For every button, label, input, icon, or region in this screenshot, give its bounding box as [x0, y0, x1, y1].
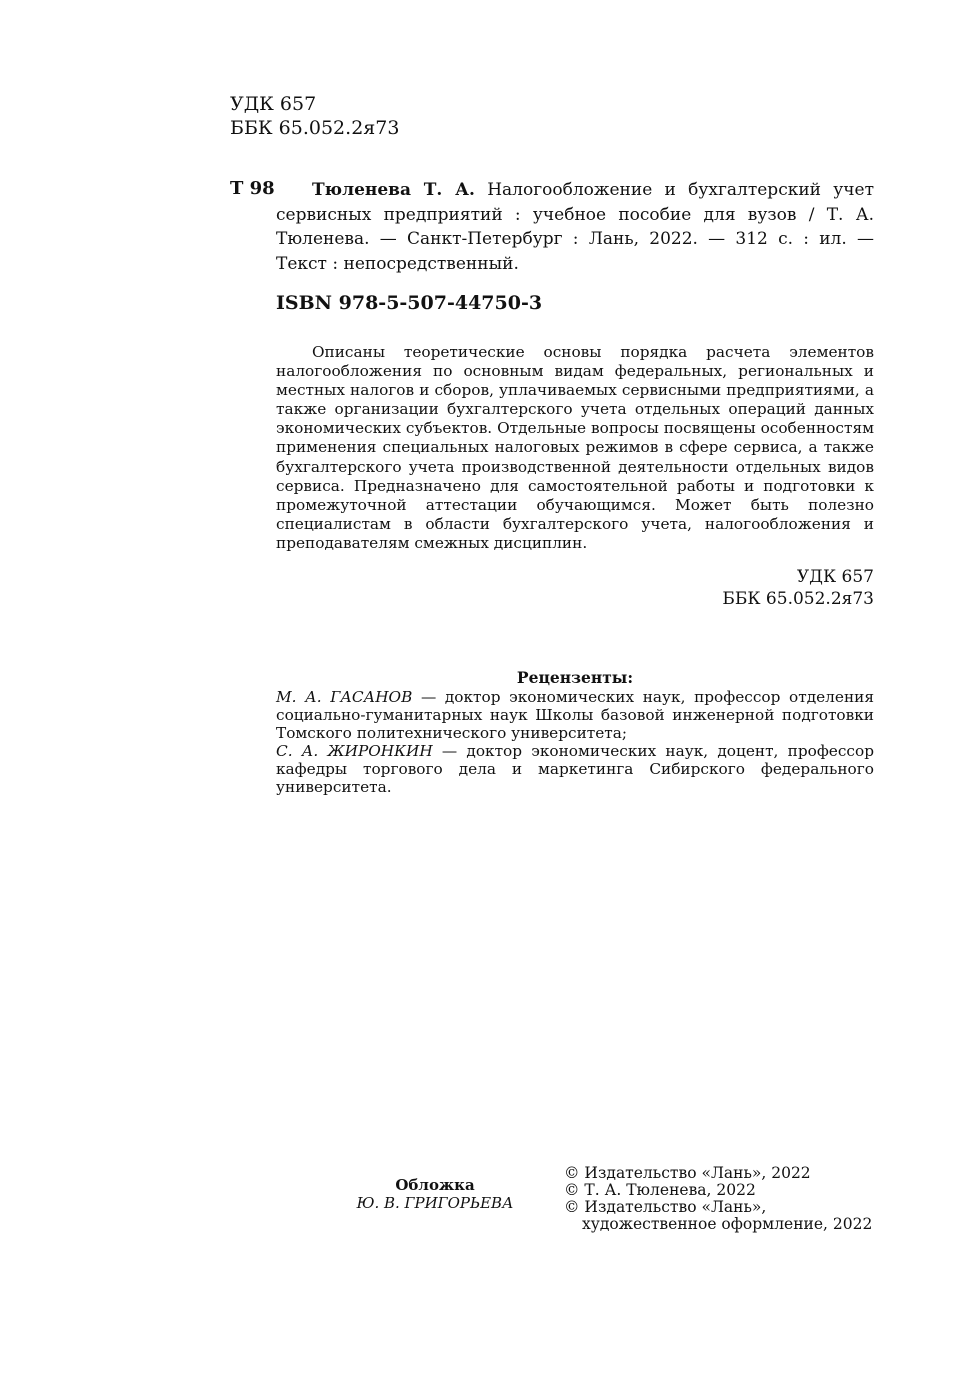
reviewer-description: — доктор экономических наук, доцент, профессор кафедры торгового дела и маркетинга Сибирского федерального университета. [276, 742, 874, 796]
reviewer-name: М. А. ГАСАНОВ [276, 688, 413, 706]
reviewer-entry [276, 688, 874, 742]
cover-designer: Ю. В. ГРИГОРЬЕВА [356, 1194, 514, 1212]
copyright-line: © Издательство «Лань», 2022 [564, 1164, 811, 1182]
author-name: Тюленева Т. А. [312, 180, 475, 200]
author-mark: Т 98 [230, 178, 275, 199]
isbn: ISBN 978-5-507-44750-3 [276, 292, 543, 314]
bbk-code: ББК 65.052.2я73 [230, 117, 400, 139]
reviewers-heading: Рецензенты: [516, 668, 634, 687]
bibliographic-record [276, 178, 874, 276]
udk-code: УДК 657 [230, 93, 317, 115]
udk-code: УДК 657 [796, 567, 874, 587]
bibliographic-description: Налогообложение и бухгалтерский учет сервисных предприятий : учебное пособие для вузов / Т. А. Тюленева. — Санкт-Петербург : Лань, 2022. — 312 с. : ил. — Текст : непосредственный. [276, 180, 874, 274]
udk-bbk-bottom [722, 566, 874, 610]
copyright-line: © Издательство «Лань», [564, 1198, 767, 1216]
abstract: Описаны теоретические основы порядка расчета элементов налогообложения по основным видам федеральных, региональных и местных налогов и сборов, уплачиваемых сервисными предприятиями, а также организации бухгалтерского учета отдельных операций данных экономических субъектов. Отдельные вопросы посвящены особенностям применения специальных налоговых режимов в сфере сервиса, а также бухгалтерского учета производственной деятельности отдельных видов сервиса. Предназначено для самостоятельной работы и подготовки к промежуточной аттестации обучающимся. Может быть полезно специалистам в области бухгалтерского учета, налогообложения и преподавателям смежных дисциплин. [276, 343, 874, 552]
reviewers-list [276, 688, 874, 796]
reviewer-name: С. А. ЖИРОНКИН [276, 742, 433, 760]
copyright-block [564, 1165, 872, 1233]
bbk-code: ББК 65.052.2я73 [722, 589, 874, 609]
copyright-line: художественное оформление, 2022 [582, 1215, 873, 1233]
reviewer-description: — доктор экономических наук, профессор отделения социально-гуманитарных наук Школы базовой инженерной подготовки Томского политехнического университета; [276, 688, 874, 742]
reviewer-entry [276, 742, 874, 796]
cover-credit [340, 1176, 530, 1212]
cover-label: Обложка [395, 1176, 475, 1194]
udk-bbk-top [230, 92, 399, 140]
copyright-line: © Т. А. Тюленева, 2022 [564, 1181, 756, 1199]
